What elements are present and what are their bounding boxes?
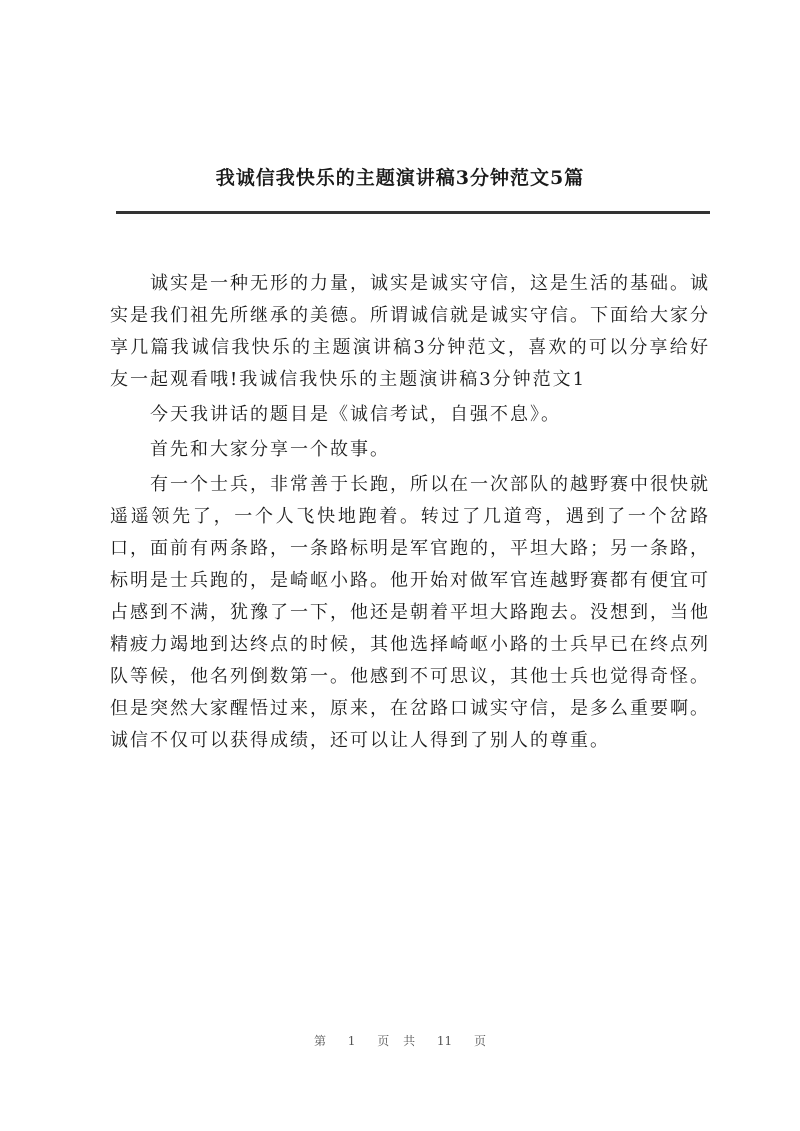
page-label-suffix: 页 xyxy=(474,1034,487,1048)
current-page-number: 1 xyxy=(347,1034,356,1048)
page-footer xyxy=(0,1032,800,1049)
title-divider xyxy=(116,211,710,214)
page-label-prefix: 第 xyxy=(313,1034,326,1048)
document-title: 我诚信我快乐的主题演讲稿3分钟范文5篇 xyxy=(215,167,585,189)
paragraph-story: 有一个士兵，非常善于长跑，所以在一次部队的越野赛中很快就遥遥领先了，一个人飞快地跑着。转过了几道弯，遇到了一个岔路口，面前有两条路，一条路标明是军官跑的，平坦大路；另一条路，标明是士兵跑的，是崎岖小路。他开始对做军官连越野赛都有便宜可占感到不满，犹豫了一下，他还是朝着平坦大路跑去。没想到，当他精疲力竭地到达终点的时候，其他选择崎岖小路的士兵早已在终点列队等候，他名列倒数第一。他感到不可思议，其他士兵也觉得奇怪。但是突然大家醒悟过来，原来，在岔路口诚实守信，是多么重要啊。诚信不仅可以获得成绩，还可以让人得到了别人的尊重。 xyxy=(110,474,710,751)
paragraph-intro: 诚实是一种无形的力量，诚实是诚实守信，这是生活的基础。诚实是我们祖先所继承的美德。所谓诚信就是诚实守信。下面给大家分享几篇我诚信我快乐的主题演讲稿3分钟范文，喜欢的可以分享给好友一起观看哦!我诚信我快乐的主题演讲稿3分钟范文1 xyxy=(110,273,710,390)
total-page-count: 11 xyxy=(436,1034,453,1048)
document-body xyxy=(110,268,710,760)
paragraph-topic: 今天我讲话的题目是《诚信考试，自强不息》。 xyxy=(150,404,561,425)
page-label-mid: 页 共 xyxy=(377,1034,416,1048)
paragraph-story-lead: 首先和大家分享一个故事。 xyxy=(150,439,390,460)
